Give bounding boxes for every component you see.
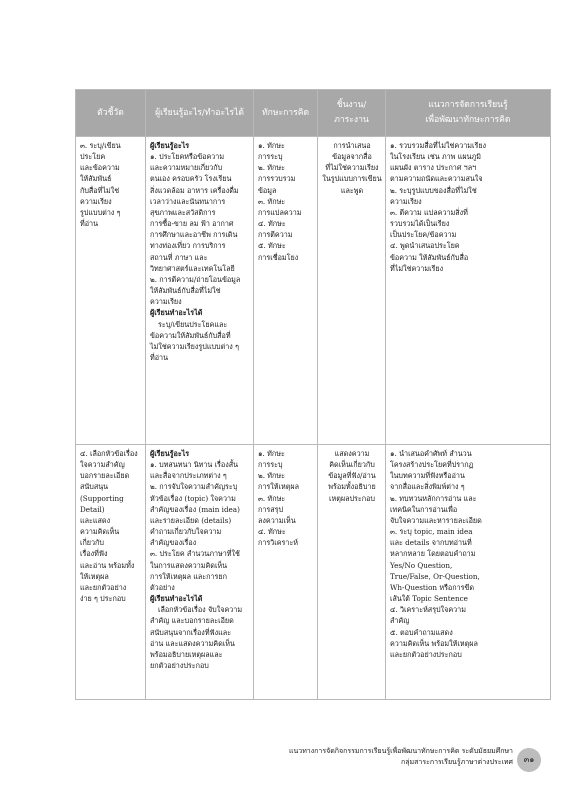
cell-text-line: ข้อมูลจากสื่อ: [332, 152, 372, 162]
cell-text-line: การระบุ: [258, 460, 283, 470]
cell-text-line: หัวข้อเรื่อง (topic) ใจความ: [150, 493, 236, 503]
cell-text-line: ๑. บทสนทนา นิทาน เรื่องสั้น: [150, 460, 239, 470]
cell-text-line: ในโรงเรียน เช่น ภาพ แผนภูมิ: [390, 152, 481, 162]
cell-text-line: ๑. ทักษะ: [258, 141, 285, 150]
cell-text-line: หลากหลาย โดยตอบคำถาม: [390, 549, 476, 559]
cell-text-line: การสรุป: [258, 504, 284, 514]
section-heading: ผู้เรียนทำอะไรได้: [150, 308, 203, 318]
cell-text-line: เส้นใต้ Topic Sentence: [390, 594, 468, 604]
cell-text-line: ๓. ทักษะ: [258, 493, 286, 503]
cell-text-line: วิทยาศาสตร์และเทคโนโลยี: [150, 263, 235, 273]
cell-text-line: เป็นประโยค/ข้อความ: [390, 230, 457, 240]
cell-text-line: ๓. ระบุ/เขียน: [80, 141, 121, 150]
cell-text-line: ๑. นำเสนอคำศัพท์ สำนวน: [390, 449, 472, 458]
cell-text-line: เทคนิคในการอ่านเพื่อ: [390, 504, 458, 514]
cell-text-line: และสื่อจากประเภทต่าง ๆ: [150, 471, 227, 481]
approach-cell: [386, 445, 551, 700]
footer-subtitle: กลุ่มสาระการเรียนรู้ภาษาต่างประเทศ: [401, 758, 513, 766]
cell-text-line: รูปแบบต่าง ๆ: [80, 207, 121, 217]
cell-text-line: ที่อ่าน: [80, 219, 99, 229]
cell-text-line: ๒. ทบทวนหลักการอ่าน และ: [390, 493, 477, 503]
cell-text-line: การนำเสนอ: [333, 141, 371, 150]
cell-text-line: และ details จากบทอ่านที่: [390, 538, 472, 548]
cell-text-line: ข้อความให้สัมพันธ์กับสื่อที่: [150, 330, 231, 340]
cell-text-line: รวบรวมได้เป็นเรียง: [390, 219, 450, 229]
cell-text-line: ให้สัมพันธ์กับสื่อที่ไม่ใช่: [150, 286, 221, 296]
cell-text-line: ๕. ทักษะ: [258, 241, 286, 251]
cell-text-line: และข้อความ: [80, 163, 120, 173]
cell-text-line: เลือกหัวข้อเรื่อง จับใจความ: [158, 605, 243, 615]
task-cell: [318, 137, 386, 445]
cell-text-line: ในบทความที่ฟังหรืออ่าน: [390, 471, 465, 481]
cell-text-line: ยกตัวอย่างประกอบ: [150, 660, 209, 670]
cell-text-line: บอกรายละเอียด: [80, 471, 130, 481]
cell-text-line: สุขภาพและสวัสดิการ: [150, 207, 216, 217]
cell-text-line: การศึกษาและอาชีพ การเดิน: [150, 230, 238, 240]
cell-text-line: Detail): [80, 504, 105, 514]
indicator-cell: [76, 137, 146, 445]
cell-text-line: ๔. พูดนำเสนอประโยค: [390, 241, 460, 251]
cell-text-line: ๔. ทักษะ: [258, 527, 286, 537]
cell-text-line: ตนเอง ครอบครัว โรงเรียน: [150, 174, 232, 184]
cell-text-line: การให้เหตุผล: [258, 482, 299, 492]
cell-text-line: ๔. วิเคราะห์สรุปใจความ: [390, 605, 466, 615]
cell-text-line: สำคัญ: [390, 616, 410, 626]
curriculum-table: [75, 89, 551, 700]
cell-text-line: คำถามเกี่ยวกับใจความ: [150, 527, 222, 537]
footer-title: แนวทางการจัดกิจกรรมการเรียนรู้เพื่อพัฒนาทักษะการคิด ระดับมัธยมศึกษา: [288, 747, 513, 755]
cell-text-line: ความเรียง: [390, 196, 422, 206]
cell-text-line: ให้สัมพันธ์: [80, 174, 112, 184]
header-indicator: ตัวชี้วัด: [76, 90, 146, 137]
cell-text-line: ๔. ทักษะ: [258, 219, 286, 229]
skills-cell: [254, 445, 318, 700]
cell-text-line: ที่ไม่ใช่ความเรียง: [325, 163, 379, 173]
cell-text-line: สถานที่ ภาษา และ: [150, 252, 208, 262]
cell-text-line: เหตุผลประกอบ: [329, 493, 375, 503]
cell-text-line: ๒. ระบุรูปแบบของสื่อที่ไม่ใช่: [390, 185, 477, 195]
cell-text-line: และพูด: [340, 185, 364, 195]
cell-text-line: ข้อมูล: [258, 185, 277, 195]
cell-text-line: ความเรียง: [150, 297, 182, 307]
cell-text-line: สนับสนุนจากเรื่องที่ฟังและ: [150, 627, 232, 637]
table-row: [76, 445, 551, 700]
cell-text-line: ที่อ่าน: [150, 352, 169, 362]
cell-text-line: กับสื่อที่ไม่ใช่: [80, 185, 120, 195]
cell-text-line: การวิเคราะห์: [258, 538, 299, 548]
task-cell: [318, 445, 386, 700]
cell-text-line: ๑. ประโยคหรือข้อความ: [150, 152, 225, 162]
cell-text-line: สนับสนุน: [80, 482, 109, 492]
cell-text-line: ให้เหตุผล: [80, 571, 109, 581]
cell-text-line: ๑. รวบรวมสื่อที่ไม่ใช่ความเรียง: [390, 141, 487, 150]
section-heading: ผู้เรียนทำอะไรได้: [150, 594, 203, 604]
cell-text-line: สำคัญของเรื่อง (main idea): [150, 504, 240, 514]
cell-text-line: การระบุ: [258, 152, 283, 162]
cell-text-line: ทางท่องเที่ยว การบริการ: [150, 241, 226, 251]
cell-text-line: สิ่งแวดล้อม อาหาร เครื่องดื่ม: [150, 185, 239, 195]
cell-text-line: ที่ไม่ใช่ความเรียง: [390, 263, 444, 273]
indicator-cell: [76, 445, 146, 700]
cell-text-line: ความคิดเห็น: [80, 527, 120, 537]
cell-text-line: ใจความสำคัญ: [80, 460, 125, 470]
cell-text-line: ประโยค: [80, 152, 106, 162]
cell-text-line: ๒. ทักษะ: [258, 163, 285, 173]
cell-text-line: การให้เหตุผล และการยก: [150, 571, 227, 581]
header-approach: แนวการจัดการเรียนรู้ เพื่อพัฒนาทักษะการคิด: [386, 90, 551, 137]
header-learning: ผู้เรียนรู้อะไร/ทำอะไรได้: [146, 90, 254, 137]
cell-text-line: เรื่องที่ฟัง: [80, 549, 108, 559]
cell-text-line: และความหมายเกี่ยวกับ: [150, 163, 223, 173]
cell-text-line: และแสดง: [80, 515, 111, 525]
cell-text-line: ๓. ตีความ แปลความสิ่งที่: [390, 207, 468, 217]
cell-text-line: ๕. ตอบคำถามแสดง: [390, 627, 453, 637]
learning-cell: [146, 137, 254, 445]
cell-text-line: เกี่ยวกับ: [80, 538, 104, 548]
page-footer: [212, 746, 513, 768]
cell-text-line: ๒. ทักษะ: [258, 471, 285, 481]
cell-text-line: ง่าย ๆ ประกอบ: [80, 594, 126, 604]
cell-text-line: ๔. เลือกหัวข้อเรื่อง: [80, 449, 138, 458]
cell-text-line: แผนผัง ตาราง ประกาศ ฯลฯ: [390, 163, 477, 173]
cell-text-line: Wh-Question หรือการขีด: [390, 582, 475, 592]
cell-text-line: คิดเห็นเกี่ยวกับ: [329, 460, 375, 470]
approach-cell: [386, 137, 551, 445]
cell-text-line: True/False, Or-Question,: [390, 571, 480, 581]
cell-text-line: การตีความ: [258, 230, 293, 240]
cell-text-line: การแปลความ: [258, 207, 302, 217]
cell-text-line: (Supporting: [80, 493, 124, 503]
header-thinking-skills: ทักษะการคิด: [254, 90, 318, 137]
cell-text-line: และรายละเอียด (details): [150, 515, 232, 525]
cell-text-line: ๓. ประโยค สำนวนภาษาที่ใช้: [150, 549, 240, 559]
cell-text-line: ๓. ระบุ topic, main idea: [390, 527, 473, 537]
cell-text-line: ระบุ/เขียนประโยคและ: [158, 319, 228, 329]
cell-text-line: ในการแสดงความคิดเห็น: [150, 560, 228, 570]
cell-text-line: และยกตัวอย่าง: [80, 582, 127, 592]
cell-text-line: และอ่าน พร้อมทั้ง: [80, 560, 135, 570]
cell-text-line: จับใจความและหารายละเอียด: [390, 515, 482, 525]
skills-cell: [254, 137, 318, 445]
learning-cell: [146, 445, 254, 700]
cell-text-line: พร้อมทั้งอธิบาย: [328, 482, 376, 492]
cell-text-line: ๒. การตีความ/ถ่ายโอนข้อมูล: [150, 274, 241, 284]
cell-text-line: ข้อความ ให้สัมพันธ์กับสื่อ: [390, 252, 469, 262]
cell-text-line: ความคิดเห็น พร้อมให้เหตุผล: [390, 638, 478, 648]
cell-text-line: ไม่ใช่ความเรียงรูปแบบต่าง ๆ: [150, 341, 239, 351]
table-row: [76, 137, 551, 445]
cell-text-line: สำคัญของเรื่อง: [150, 538, 197, 548]
cell-text-line: ความเรียง: [80, 196, 112, 206]
cell-text-line: การเชื่อมโยง: [258, 252, 299, 262]
cell-text-line: สำคัญ และบอกรายละเอียด: [150, 616, 234, 626]
cell-text-line: พร้อมอธิบายเหตุผลและ: [150, 649, 223, 659]
cell-text-line: ๒. การจับใจความสำคัญระบุ: [150, 482, 238, 492]
header-task: ชิ้นงาน/ ภาระงาน: [318, 90, 386, 137]
cell-text-line: แสดงความ: [334, 449, 370, 458]
cell-text-line: อ่าน และแสดงความคิดเห็น: [150, 638, 235, 648]
cell-text-line: ข้อมูลที่ฟัง/อ่าน: [328, 471, 376, 481]
cell-text-line: โครงสร้างประโยคที่ปรากฏ: [390, 460, 474, 470]
section-heading: ผู้เรียนรู้อะไร: [150, 141, 190, 150]
cell-text-line: ลงความเห็น: [258, 515, 296, 525]
cell-text-line: ตัวอย่าง: [150, 582, 175, 592]
cell-text-line: ในรูปแบบการเขียน: [322, 174, 382, 184]
section-heading: ผู้เรียนรู้อะไร: [150, 449, 190, 458]
cell-text-line: ๑. ทักษะ: [258, 449, 285, 458]
cell-text-line: ๓. ทักษะ: [258, 196, 286, 206]
cell-text-line: การรวบรวม: [258, 174, 296, 184]
cell-text-line: และยกตัวอย่างประกอบ: [390, 649, 462, 659]
cell-text-line: จากสื่อและสิ่งพิมพ์ต่าง ๆ: [390, 482, 465, 492]
cell-text-line: เวลาว่างและนันทนาการ: [150, 196, 226, 206]
table-header-row: [76, 90, 551, 137]
cell-text-line: Yes/No Question,: [390, 560, 453, 570]
cell-text-line: การซื้อ-ขาย ลม ฟ้า อากาศ: [150, 219, 234, 229]
cell-text-line: ตามความถนัดและความสนใจ: [390, 174, 483, 184]
page-number: ๓๑: [517, 748, 541, 772]
